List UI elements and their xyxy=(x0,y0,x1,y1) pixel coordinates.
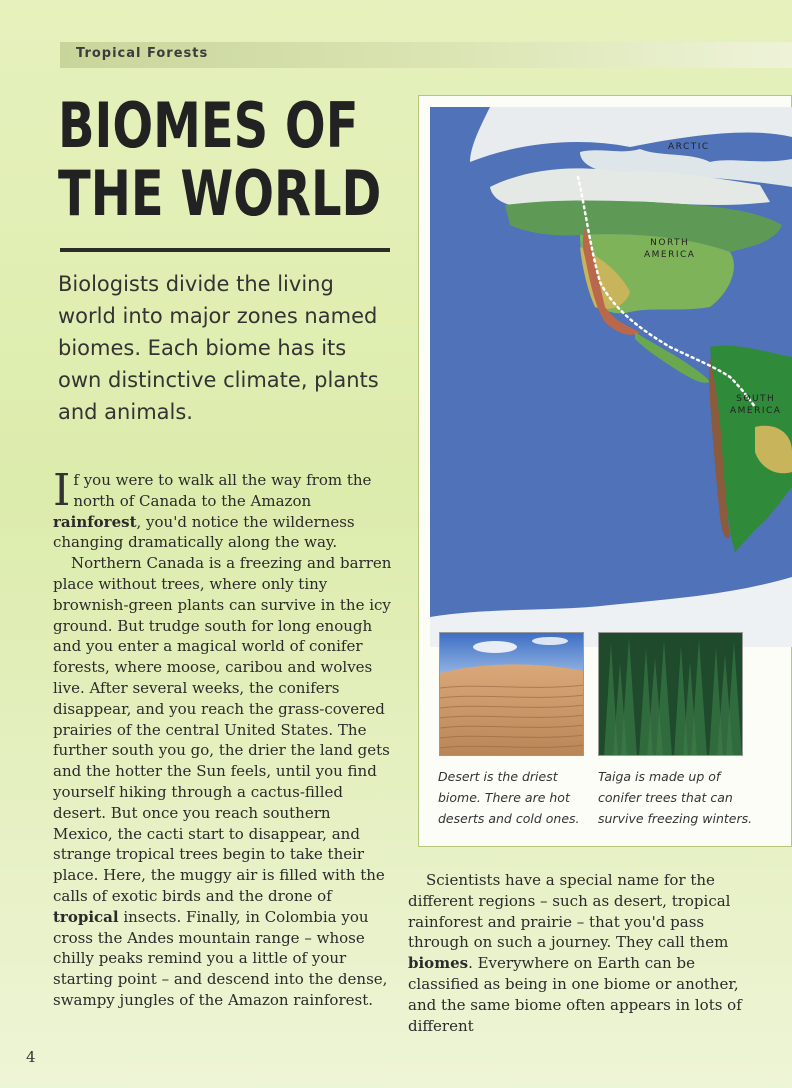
desert-caption: Desert is the driest biome. There are hot deserts and cold ones. xyxy=(438,769,580,826)
desert-image xyxy=(440,633,584,756)
title-underline xyxy=(60,248,390,252)
page-title xyxy=(58,89,382,230)
intro-paragraph: Biologists divide the living world into major zones named biomes. Each biome has its own distinctive climate, plants and animals. xyxy=(58,272,379,424)
keyword-tropical: tropical xyxy=(53,907,119,926)
paragraph-3: Scientists have a special name for the different regions – such as desert, tropical rainforest and prairie – that you'd pass through on such a journey. They call them biomes. Everywhere on Earth can be classified as being in one biome or another, and the same biome often appears in lots of different xyxy=(408,871,742,1035)
map-image xyxy=(430,107,792,647)
page-number: 4 xyxy=(26,1048,36,1066)
drop-cap: I xyxy=(53,465,71,516)
keyword-biomes: biomes xyxy=(408,954,469,973)
paragraph-1: If you were to walk all the way from the north of Canada to the Amazon rainforest, you'd notice the wilderness changing dramatically along the way. xyxy=(53,465,372,552)
desert-photo xyxy=(439,632,584,756)
section-label: Tropical Forests xyxy=(76,46,209,61)
body-text-right xyxy=(408,870,748,1036)
section-header-bar xyxy=(60,42,792,68)
map-label-arctic: ARCTIC xyxy=(668,142,710,152)
title-line-1: BIOMES OF xyxy=(58,89,359,162)
map-label-north-america: NORTH AMERICA xyxy=(644,238,696,260)
body-text-left xyxy=(53,465,393,1011)
paragraph-2: Northern Canada is a freezing and barren place without trees, where only tiny brownish-green plants can survive in the icy ground. But trudge south for long enough and you enter a magical world of conifer forests, where moose, caribou and wolves live. After several weeks, the conifers disappear, and you reach the grass-covered prairies of the central United States. The further south you go, the drier the land gets and the hotter the Sun feels, until you find yourself hiking through a cactus-filled desert. But once you reach southern Mexico, the cacti start to disappear, and strange tropical trees begin to take their place. Here, the muggy air is filled with the calls of exotic birds and the drone of tropical insects. Finally, in Colombia you cross the Andes mountain range – whose chilly peaks remind you a little of your starting point – and descend into the dense, swampy jungles of the Amazon rainforest. xyxy=(53,554,392,1009)
taiga-photo xyxy=(598,632,743,756)
biome-map xyxy=(430,107,792,647)
keyword-rainforest: rainforest xyxy=(53,512,137,531)
taiga-image xyxy=(599,633,743,756)
taiga-caption: Taiga is made up of conifer trees that can survive freezing winters. xyxy=(598,769,753,826)
map-label-south-america: SOUTH AMERICA xyxy=(730,394,782,416)
title-line-2: THE WORLD xyxy=(58,157,382,230)
